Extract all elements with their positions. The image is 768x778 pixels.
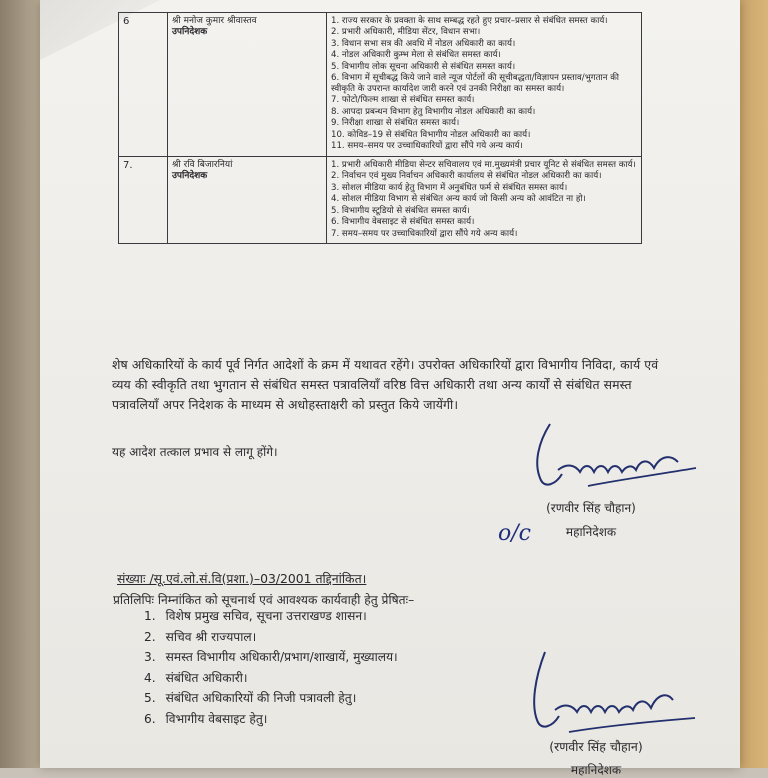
task-item: 3. सोशल मीडिया कार्य हेतु विभाग में अनुबंधित फर्म से संबंधित समस्त कार्य। — [331, 182, 568, 193]
task-item: 5. विभागीय लोक सूचना अधिकारी से संबंधित समस्त कार्य। — [331, 61, 516, 72]
effect-line: यह आदेश तत्काल प्रभाव से लागू होंगे। — [112, 445, 278, 459]
duty-allocation-table — [118, 12, 642, 244]
copy-item-number: 3. — [144, 650, 156, 664]
signature-1 — [528, 418, 703, 498]
copy-list — [144, 606, 398, 729]
tasks-cell — [327, 13, 642, 157]
officer-name: श्री मनोज कुमार श्रीवास्तव — [172, 16, 257, 26]
tasks-cell — [327, 156, 642, 243]
copy-item-number: 2. — [144, 629, 156, 644]
copy-list-item — [144, 627, 398, 648]
remarks-paragraph: शेष अधिकारियों के कार्य पूर्व निर्गत आदेशों के क्रम में यथावत रहेंगे। उपरोक्त अधिकारियों द्वारा विभागीय निविदा, कार्य एवं व्यय की स्वीकृति तथा भुगतान से संबंधित समस्त पत्रावलियाँ वरिष्ठ वित्त अधिकारी तथा अन्य कार्यों से संबंधित समस्त पत्रावलियाँ अपर निदेशक के माध्यम से अधोहस्ताक्षरी को प्रस्तुत किये जायेंगी। — [112, 357, 659, 412]
background-right — [738, 0, 768, 768]
task-item: 2. प्रभारी अधिकारी, मीडिया सेंटर, विधान सभा। — [331, 27, 481, 38]
copy-item-text: समस्त विभागीय अधिकारी/प्रभाग/शाखायें, मुख्यालय। — [165, 650, 398, 664]
task-item: 4. सोशल मीडिया विभाग से संबंधित अन्य कार्य जो किसी अन्य को आवंटित ना हो। — [331, 194, 586, 205]
task-item: 4. नोडल अधिकारी कुम्भ मेला से संबंधित समस्त कार्य। — [331, 50, 501, 61]
copy-list-item — [144, 709, 398, 730]
signatory-name-2: (रणवीर सिंह चौहान) — [549, 739, 643, 754]
officer-name: श्री रवि बिजारनियां — [172, 159, 233, 170]
task-item: 6. विभाग में सूचीबद्ध किये जाने वाले न्यूज पोर्टलों की सूचीबद्धता/विज्ञापन प्रस्ताव/भुगतान की स्वीकृति के उपरान्त कार्यादेश जारी करने एवं उनकी निरीक्षा का समस्त कार्य। — [331, 73, 620, 94]
reference-number: संख्याः /सू.एवं.लो.सं.वि(प्रशा.)–03/2001 तद्दिनांकित। — [117, 571, 367, 586]
signatory-block-2 — [536, 738, 656, 778]
table-row — [119, 156, 642, 243]
copy-list-item — [144, 668, 398, 689]
copy-item-text: संबंधित अधिकारियों की निजी पत्रावली हेतु। — [165, 691, 357, 705]
signatory-designation-2: महानिदेशक — [570, 763, 622, 777]
copy-item-number: 1. — [144, 609, 156, 623]
task-item: 6. विभागीय वेबसाइट से संबंधित समस्त कार्य। — [331, 217, 475, 228]
task-item: 11. समय–समय पर उच्चाधिकारियों द्वारा सौंपे गये अन्य कार्य। — [331, 141, 523, 152]
task-item: 7. फोटो/फिल्म शाखा से संबंधित समस्त कार्य। — [331, 95, 475, 106]
officer-designation: उपनिदेशक — [172, 26, 208, 37]
row-number: 6 — [119, 13, 168, 157]
copy-intro: प्रतिलिपिः निम्नांकित को सूचनार्थ एवं आवश्यक कार्यवाही हेतु प्रेषितः– — [113, 593, 415, 607]
copy-item-text: संबंधित अधिकारी। — [165, 670, 248, 685]
copy-list-item — [144, 606, 398, 627]
task-item: 1. राज्य सरकार के प्रवक्ता के साथ सम्बद्ध रहते हुए प्रचार–प्रसार से संबंधित समस्त कार्य। — [331, 16, 608, 26]
officer-cell — [168, 156, 327, 243]
copy-item-number: 5. — [144, 691, 156, 705]
task-item: 5. विभागीय स्टूडियो से संबंधित समस्त कार्य। — [331, 205, 470, 216]
task-item: 7. समय–समय पर उच्चाधिकारियों द्वारा सौंपे गये अन्य कार्य। — [331, 228, 518, 239]
task-item: 8. आपदा प्रबन्धन विभाग हेतु विभागीय नोडल अधिकारी का कार्य। — [331, 106, 536, 117]
copy-list-item — [144, 647, 398, 668]
oc-text: o/c — [498, 521, 531, 546]
signatory-block-1 — [531, 499, 651, 540]
copy-item-text: विशेष प्रमुख सचिव, सूचना उत्तराखण्ड शासन। — [165, 609, 367, 623]
officer-designation: उपनिदेशक — [172, 170, 208, 181]
task-item: 9. निरीक्षा शाखा से संबंधित समस्त कार्य। — [331, 118, 460, 129]
task-item: 2. निर्वाचन एवं मुख्य निर्वाचन अधिकारी कार्यालय से संबंधित नोडल अधिकारी का कार्य। — [331, 171, 602, 182]
copy-item-number: 4. — [144, 670, 156, 685]
signatory-designation-1: महानिदेशक — [565, 525, 617, 539]
signature-2 — [525, 648, 700, 743]
background-left — [0, 0, 40, 768]
officer-cell — [168, 13, 327, 157]
task-item: 3. विधान सभा सत्र की अवधि में नोडल अधिकारी का कार्य। — [331, 38, 516, 49]
signatory-name-1: (रणवीर सिंह चौहान) — [546, 501, 636, 515]
task-item: 1. प्रभारी अधिकारी मीडिया सेन्टर सचिवालय एवं मा.मुख्यमंत्री प्रचार यूनिट से संबंधित समस्त कार्य। — [331, 159, 636, 170]
copy-item-number: 6. — [144, 711, 156, 726]
task-item: 10. कोविड–19 से संबंधित विभागीय नोडल अधिकारी का कार्य। — [331, 129, 531, 140]
table-row — [119, 13, 642, 157]
copy-item-text: सचिव श्री राज्यपाल। — [165, 629, 257, 644]
copy-item-text: विभागीय वेबसाइट हेतु। — [165, 711, 268, 726]
copy-list-item — [144, 688, 398, 709]
row-number: 7. — [119, 156, 168, 243]
